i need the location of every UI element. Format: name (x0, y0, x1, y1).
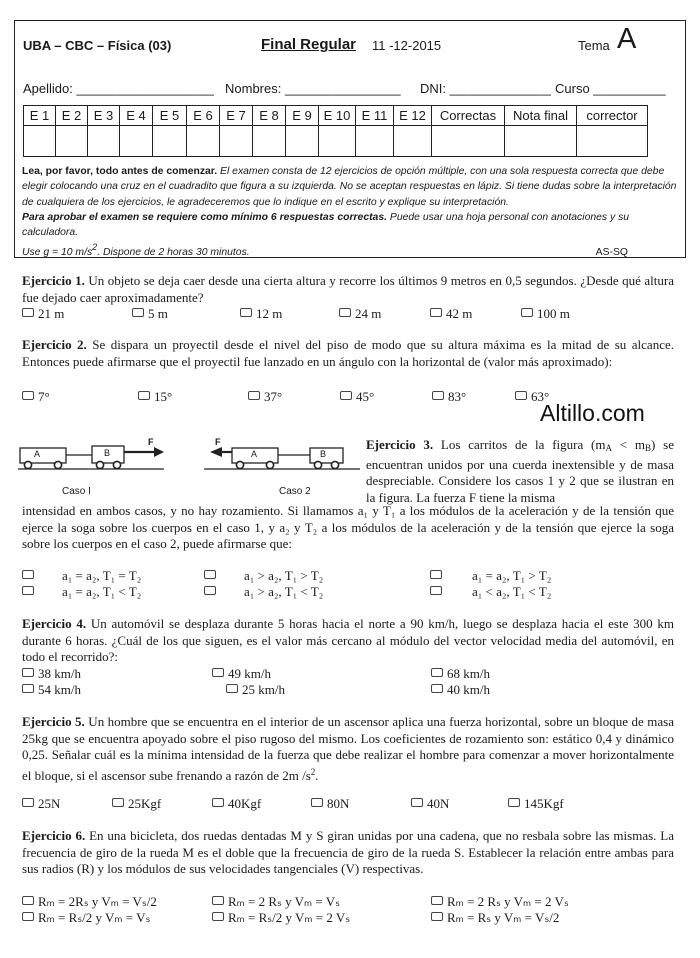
exercise-6-text: En una bicicleta, dos ruedas dentadas M y S giran unidas por una cadena, que no resbala sobre las mismas. La frecuencia de giro de la rueda M es el doble que la frecuencia de giro de la rueda S. Establecer la relación entre ambas para sus radios (R) y los módulos de sus velocidades tangenciales (V) respectivas. (22, 828, 674, 876)
exercise-5-label: Ejercicio 5. (22, 714, 85, 729)
checkbox-icon[interactable] (432, 391, 444, 400)
gravity-note: Use g = 10 m/s (22, 247, 93, 259)
ex5-option[interactable]: 25N (22, 796, 60, 812)
wheel (54, 461, 61, 468)
ex3-option[interactable]: a₁ > a₂, T₁ < T₂ (204, 584, 323, 600)
checkbox-icon[interactable] (138, 391, 150, 400)
exam-header (14, 20, 686, 258)
checkbox-icon[interactable] (430, 586, 442, 595)
checkbox-icon[interactable] (248, 391, 260, 400)
ex4-option[interactable]: 38 km/h (22, 666, 81, 682)
approval-rule: Para aprobar el examen se requiere como mínimo 6 respuestas correctas. (22, 211, 387, 223)
checkbox-icon[interactable] (240, 308, 252, 317)
exercise-6 (22, 828, 674, 878)
answer-cell[interactable] (187, 126, 220, 157)
exercise-6-label: Ejercicio 6. (22, 828, 86, 843)
case-2-figure (204, 447, 360, 469)
exercise-5-text: Un hombre que se encuentra en el interior de un ascensor aplica una fuerza horizontal, sobre un bloque de masa 25kg que se encuentra apoyado sobre el piso rugoso del mismo. Los coeficientes de rozamiento son: estático 0,4 y dinámico 0,25. Señalar cuál es la mínima intensidad de la fuerza que debe realizar el hombre para comenzar a mover horizontalmente el bloque, si el ascensor sube frenando a razón de 2m /s (22, 714, 674, 783)
checkbox-icon[interactable] (226, 684, 238, 693)
grid-header-cell: E 12 (394, 106, 432, 126)
ex4-option[interactable]: 40 km/h (431, 682, 490, 698)
apellido-field[interactable]: Apellido: ___________________ (23, 81, 214, 96)
ex2-option[interactable]: 83° (432, 389, 466, 405)
wheel (113, 461, 120, 468)
ex6-option[interactable]: Rₘ = Rₛ/2 y Vₘ = 2 Vₛ (212, 910, 350, 926)
checkbox-icon[interactable] (431, 896, 443, 905)
answer-cell[interactable] (356, 126, 394, 157)
tema-label: Tema (578, 38, 610, 53)
checkbox-icon[interactable] (112, 798, 124, 807)
grid-header-cell: E 10 (319, 106, 356, 126)
force-label: F (148, 437, 154, 447)
checkbox-icon[interactable] (430, 308, 442, 317)
answer-cell[interactable] (394, 126, 432, 157)
exercise-2-label: Ejercicio 2. (22, 337, 87, 352)
exercise-5: Ejercicio 5. Un hombre que se encuentra en el interior de un ascensor aplica una fuerza horizontal, sobre un bloque de masa 25kg que se encuentra apoyado sobre el piso rugoso del mismo. Los coeficientes de rozamiento son: estático 0,4 y dinámico 0,25. Señalar cuál es la mínima intensidad de la fuerza que debe realizar el hombre para comenzar a mover horizontalmente el bloque, si el ascensor sube frenando a razón de 2m $/s^2$. (22, 714, 674, 783)
grid-header-cell: Correctas (432, 106, 505, 126)
exam-title: Final Regular (261, 36, 357, 53)
cart-b-label: B (320, 449, 327, 459)
ex1-option[interactable]: 12 m (240, 306, 282, 322)
ex5-option[interactable]: 40N (411, 796, 449, 812)
exercise-2-text: Se dispara un proyectil desde el nivel del piso de modo que su altura máxima es la mitad de su alcance. Entonces puede afirmarse que el proyectil fue lanzado en un ángulo con la horizontal de (valor más aproximado): (22, 337, 674, 369)
ex4-option[interactable]: 49 km/h (212, 666, 271, 682)
ex2-option[interactable]: 37° (248, 389, 282, 405)
arrow-head-icon (154, 447, 164, 457)
checkbox-icon[interactable] (508, 798, 520, 807)
checkbox-icon[interactable] (212, 912, 224, 921)
ex6-option[interactable]: Rₘ = 2 Rₛ y Vₘ = 2 Vₛ (431, 894, 569, 910)
ex1-option[interactable]: 5 m (132, 306, 168, 322)
course-name: UBA – CBC – Física (03) (23, 38, 172, 53)
wheel (314, 461, 321, 468)
checkbox-icon[interactable] (212, 896, 224, 905)
ex2-option[interactable]: 15° (138, 389, 172, 405)
ex5-option[interactable]: 80N (311, 796, 349, 812)
checkbox-icon[interactable] (22, 912, 34, 921)
ex1-option[interactable]: 42 m (430, 306, 472, 322)
grid-header-cell: E 11 (356, 106, 394, 126)
exercise-1-text: Un objeto se deja caer desde una cierta altura y recorre los últimos 9 metros en 0,5 segundos. ¿Desde qué altura fue dejado caer aproximadamente? (22, 273, 674, 305)
answer-cell[interactable] (56, 126, 88, 157)
grid-header-cell: E 1 (24, 106, 56, 126)
exam-code: AS-SQ (595, 247, 628, 259)
exercise-3-label: Ejercicio 3. (366, 437, 434, 452)
ex4-option[interactable]: 54 km/h (22, 682, 81, 698)
exercise-1 (22, 273, 674, 306)
checkbox-icon[interactable] (411, 798, 423, 807)
checkbox-icon[interactable] (431, 912, 443, 921)
answer-cell[interactable] (153, 126, 187, 157)
grid-header-cell: E 7 (220, 106, 253, 126)
cart-a-label: A (251, 449, 258, 459)
exercise-2 (22, 337, 674, 370)
nombres-field[interactable]: Nombres: ________________ (225, 81, 401, 96)
instructions-lead: Lea, por favor, todo antes de comenzar. (22, 166, 218, 177)
checkbox-icon[interactable] (515, 391, 527, 400)
checkbox-icon[interactable] (430, 570, 442, 579)
answer-cell[interactable] (220, 126, 253, 157)
checkbox-icon[interactable] (22, 896, 34, 905)
curso-field[interactable]: Curso __________ (555, 81, 666, 96)
cart-b-label: B (104, 448, 111, 458)
checkbox-icon[interactable] (22, 684, 34, 693)
caso-1-label: Caso I (62, 486, 91, 497)
ex4-option[interactable]: 68 km/h (431, 666, 490, 682)
instructions-text: El examen consta de 12 ejercicios de opción múltiple, con una sola respuesta correcta que debe elegir colocando una cruz en el cuadradito que figura a su izquierda. No se aceptan respuestas en lápiz. Si tiene dudas sobre la interpretación de cualquiera de los ejercicios, le agradeceremos que lo indique en el escrito y explique su interpretación. (22, 166, 677, 208)
exercise-3-continued: intensidad en ambos casos, y no hay rozamiento. Si llamamos a₁ y T₁ a los módulos de la aceleración y de la tensión que ejerce la soga sobre los cuerpos en el caso 1, y a₂ y T₂ a los módulos de la aceleración y de la tensión que ejerce la soga sobre los cuerpos en el caso 2, puede afirmarse que: (22, 503, 674, 551)
caso-2-label: Caso 2 (279, 486, 311, 497)
ex6-option[interactable]: Rₘ = Rₛ/2 y Vₘ = Vₛ (22, 910, 150, 926)
watermark: Altillo.com (540, 400, 645, 426)
ex3-option[interactable]: a₁ = a₂, T₁ < T₂ (22, 584, 141, 600)
grid-header-cell: E 5 (153, 106, 187, 126)
checkbox-icon[interactable] (212, 668, 224, 677)
ex1-option[interactable]: 21 m (22, 306, 64, 322)
ex3-option[interactable]: a₁ < a₂, T₁ < T₂ (430, 584, 551, 600)
wheel (24, 461, 31, 468)
ex3-option[interactable]: a₁ > a₂, T₁ > T₂ (204, 568, 323, 584)
wheel (236, 461, 243, 468)
nota-final-cell[interactable] (505, 126, 577, 157)
instructions-text-2: Puede usar una hoja personal con anotaciones y su calculadora. (22, 211, 630, 239)
cart-b (310, 448, 343, 463)
wheel (96, 461, 103, 468)
ex6-option[interactable]: Rₘ = 2Rₛ y Vₘ = Vₛ/2 (22, 894, 157, 910)
exercise-1-label: Ejercicio 1. (22, 273, 85, 288)
checkbox-icon[interactable] (311, 798, 323, 807)
checkbox-icon[interactable] (132, 308, 144, 317)
wheel (331, 461, 338, 468)
ex3-option[interactable]: a₁ = a₂, T₁ > T₂ (430, 568, 551, 584)
checkbox-icon[interactable] (22, 668, 34, 677)
checkbox-icon[interactable] (22, 391, 34, 400)
ex6-option[interactable]: Rₘ = 2 Rₛ y Vₘ = Vₛ (212, 894, 340, 910)
checkbox-icon[interactable] (22, 586, 34, 595)
grid-header-cell: Nota final (505, 106, 577, 126)
checkbox-icon[interactable] (204, 570, 216, 579)
ex2-option[interactable]: 7° (22, 389, 50, 405)
ex2-option[interactable]: 63° (515, 389, 549, 405)
grid-header-cell: E 4 (120, 106, 153, 126)
exercise-4 (22, 616, 674, 666)
time-note: . Dispone de 2 horas 30 minutos. (97, 247, 250, 259)
grid-header-cell: E 3 (88, 106, 120, 126)
exercise-4-text: Un automóvil se desplaza durante 5 horas hacia el norte a 90 km/h, luego se desplaza hacia el este 300 km durante 6 horas. ¿Cuál de los que siguen, es el valor más cercano al módulo del vector velocidad media del automóvil, en todo el recorrido?: (22, 616, 674, 664)
answer-cell[interactable] (120, 126, 153, 157)
ex5-option[interactable]: 145Kgf (508, 796, 564, 812)
answer-cell[interactable] (88, 126, 120, 157)
grid-header-cell: E 9 (286, 106, 319, 126)
checkbox-icon[interactable] (22, 570, 34, 579)
ex5-option[interactable]: 40Kgf (212, 796, 261, 812)
checkbox-icon[interactable] (521, 308, 533, 317)
gravity-exponent: 2 (92, 242, 98, 253)
grid-header-cell: E 2 (56, 106, 88, 126)
cart-a-label: A (34, 449, 41, 459)
answer-grid-header (24, 106, 648, 126)
ex1-option[interactable]: 24 m (339, 306, 381, 322)
checkbox-icon[interactable] (431, 684, 443, 693)
checkbox-icon[interactable] (204, 586, 216, 595)
force-label: F (215, 437, 221, 447)
answer-grid (23, 105, 648, 157)
ex3-option[interactable]: a₁ = a₂, T₁ = T₂ (22, 568, 141, 584)
ex1-option[interactable]: 100 m (521, 306, 570, 322)
corrector-cell[interactable] (577, 126, 648, 157)
answer-cell[interactable] (286, 126, 319, 157)
correctas-cell[interactable] (432, 126, 505, 157)
checkbox-icon[interactable] (340, 391, 352, 400)
checkbox-icon[interactable] (431, 668, 443, 677)
ex4-option[interactable]: 25 km/h (226, 682, 285, 698)
grid-header-cell: E 6 (187, 106, 220, 126)
exercise-4-label: Ejercicio 4. (22, 616, 87, 631)
grid-header-cell: corrector (577, 106, 648, 126)
ex5-option[interactable]: 25Kgf (112, 796, 161, 812)
checkbox-icon[interactable] (22, 798, 34, 807)
tema-value: A (617, 23, 637, 55)
wheel (266, 461, 273, 468)
instructions (22, 164, 682, 261)
ex2-option[interactable]: 45° (340, 389, 374, 405)
answer-grid-row (24, 126, 648, 157)
grid-header-cell: E 8 (253, 106, 286, 126)
checkbox-icon[interactable] (22, 308, 34, 317)
dni-field[interactable]: DNI: ______________ (420, 81, 551, 96)
checkbox-icon[interactable] (212, 798, 224, 807)
answer-cell[interactable] (253, 126, 286, 157)
arrow-head-icon (210, 447, 222, 457)
checkbox-icon[interactable] (339, 308, 351, 317)
answer-cell[interactable] (319, 126, 356, 157)
exercise-3: Ejercicio 3. Los carritos de la figura $(m_A < m_B)$ se encuentran unidos por una cuerda inextensible y de masa despreciable. Considere los casos 1 y 2 que se ilustran en la figura. La fuerza F tiene la misma (366, 437, 674, 505)
answer-cell[interactable] (24, 126, 56, 157)
exam-date: 11 -12-2015 (372, 38, 442, 53)
ex6-option[interactable]: Rₘ = Rₛ y Vₘ = Vₛ/2 (431, 910, 559, 926)
